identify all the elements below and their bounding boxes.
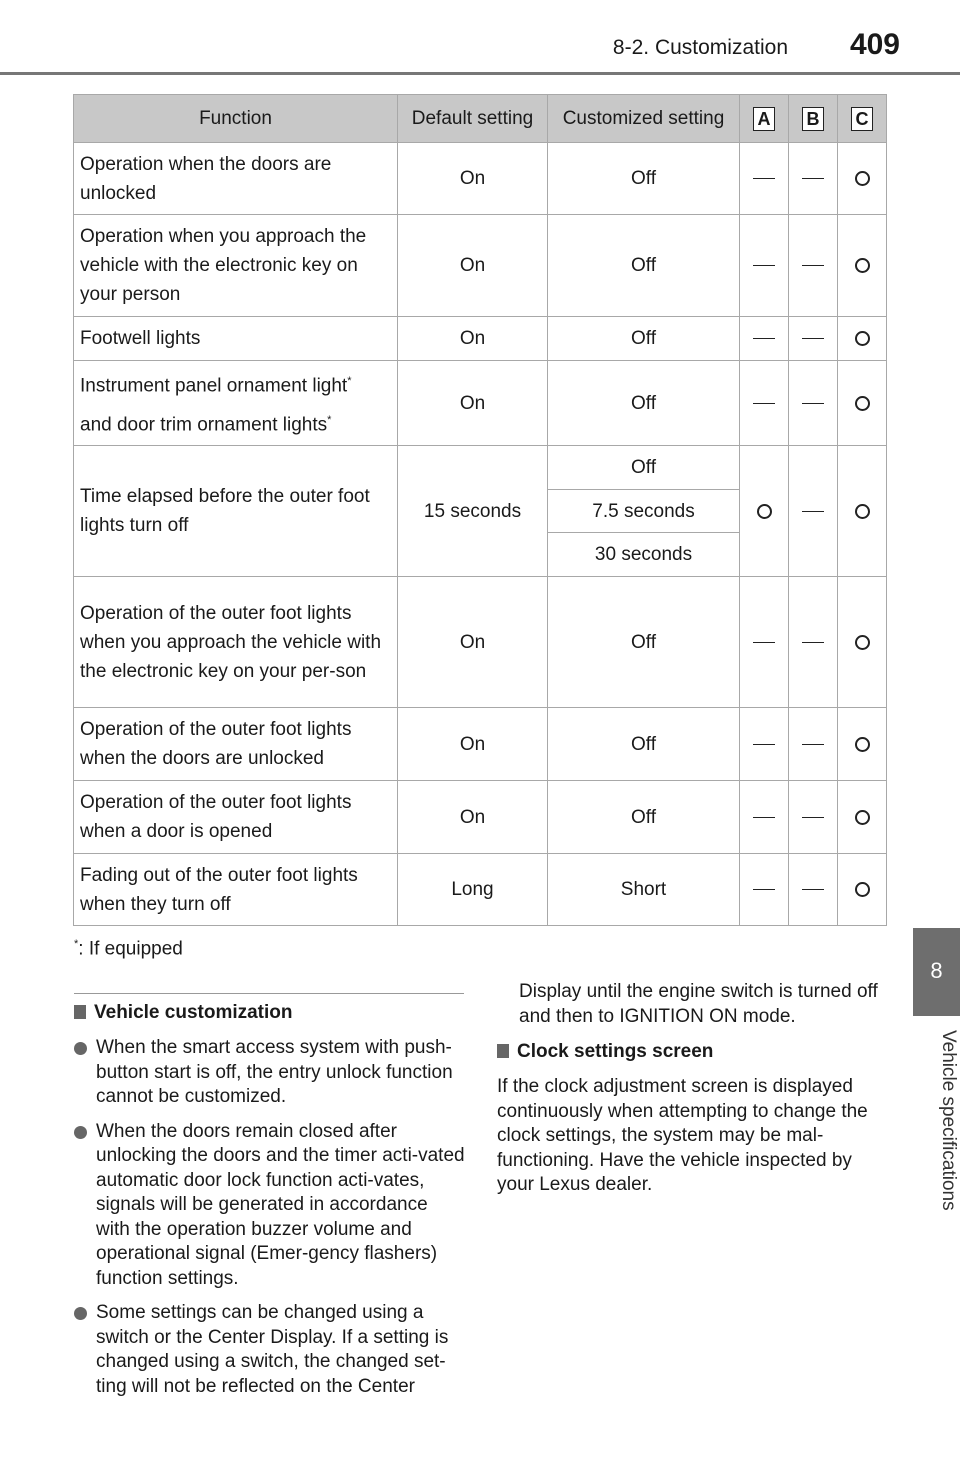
heading-text: Clock settings screen: [517, 1041, 714, 1062]
bullet-dot-icon: [74, 1307, 87, 1320]
a-cell: [740, 215, 789, 317]
c-cell: [838, 577, 887, 708]
a-cell: [740, 781, 789, 854]
circle-icon: [855, 396, 870, 411]
default-cell: Long: [398, 854, 548, 926]
circle-icon: [855, 737, 870, 752]
customized-cell: Off: [548, 577, 740, 708]
footnote-asterisk: *: [74, 938, 79, 950]
header-function: Function: [74, 95, 398, 143]
b-cell: [789, 577, 838, 708]
bullet-text: When the smart access system with push-button start is off, the entry unlock function cannot be customized.: [96, 1037, 453, 1107]
function-cell: Fading out of the outer foot lights when they turn off: [74, 854, 398, 926]
header-rule: [0, 72, 960, 75]
function-line: and door trim ornament lights: [80, 414, 328, 436]
b-cell: [789, 143, 838, 215]
circle-icon: [855, 331, 870, 346]
function-cell: Footwell lights: [74, 317, 398, 361]
a-cell: [740, 361, 789, 446]
dash-icon: [753, 817, 775, 818]
square-bullet-icon: [74, 1005, 86, 1019]
function-cell: Operation when the doors are unlocked: [74, 143, 398, 215]
letter-a-icon: A: [753, 107, 775, 131]
default-cell: On: [398, 577, 548, 708]
default-cell: On: [398, 708, 548, 781]
dash-icon: [753, 403, 775, 404]
header-customized-setting: Customized setting: [548, 95, 740, 143]
dash-icon: [802, 744, 824, 745]
dash-icon: [802, 642, 824, 643]
page-number: 409: [849, 28, 900, 61]
a-cell: [740, 854, 789, 926]
customized-cell: Off: [548, 143, 740, 215]
chapter-number: 8: [930, 958, 943, 983]
footnote: [74, 938, 183, 960]
b-cell: [789, 781, 838, 854]
c-cell: [838, 854, 887, 926]
customized-cell: Off: [548, 781, 740, 854]
table-row: [74, 446, 887, 490]
a-cell: [740, 317, 789, 361]
c-cell: [838, 781, 887, 854]
default-cell: 15 seconds: [398, 446, 548, 577]
a-cell: [740, 708, 789, 781]
bullet-text: Some settings can be changed using a switch or the Center Display. If a setting is changed using a switch, the changed set-ting will not be reflected on the Center: [96, 1302, 449, 1397]
table-row: [74, 361, 887, 446]
dash-icon: [753, 642, 775, 643]
function-cell: [74, 361, 398, 446]
customized-cell: Off: [548, 215, 740, 317]
chapter-label: Vehicle specifications: [938, 1030, 959, 1211]
b-cell: [789, 854, 838, 926]
dash-icon: [802, 511, 824, 512]
dash-icon: [802, 817, 824, 818]
footnote-text: : If equipped: [78, 938, 183, 960]
header-default-setting: Default setting: [398, 95, 548, 143]
b-cell: [789, 708, 838, 781]
note-bullet: [74, 1301, 466, 1399]
table-row: [74, 708, 887, 781]
circle-icon: [855, 171, 870, 186]
section-divider: [74, 993, 464, 994]
b-cell: [789, 215, 838, 317]
bullet-continuation: Display until the engine switch is turned off and then to IGNITION ON mode.: [519, 981, 878, 1027]
dash-icon: [802, 265, 824, 266]
vehicle-customization-heading: [74, 1000, 466, 1026]
section-title: 8-2. Customization: [612, 36, 788, 59]
function-cell: Operation of the outer foot lights when you approach the vehicle with the electronic key on your per-son: [74, 577, 398, 708]
circle-icon: [855, 882, 870, 897]
table-row: [74, 577, 887, 708]
function-line: Instrument panel ornament light: [80, 375, 348, 396]
c-cell: [838, 708, 887, 781]
function-cell: Time elapsed before the outer foot lights turn off: [74, 446, 398, 577]
circle-icon: [855, 810, 870, 825]
b-cell: [789, 446, 838, 577]
table-row: [74, 854, 887, 926]
b-cell: [789, 361, 838, 446]
bullet-dot-icon: [74, 1126, 87, 1139]
chapter-tab: [913, 928, 960, 1016]
header-c: [838, 95, 887, 143]
b-cell: [789, 317, 838, 361]
c-cell: [838, 361, 887, 446]
table-row: [74, 215, 887, 317]
customized-option: 7.5 seconds: [548, 490, 740, 533]
customized-cell: Off: [548, 361, 740, 446]
default-cell: On: [398, 143, 548, 215]
circle-icon: [855, 258, 870, 273]
dash-icon: [802, 178, 824, 179]
header-a: [740, 95, 789, 143]
dash-icon: [753, 265, 775, 266]
header-b: [789, 95, 838, 143]
asterisk: *: [327, 414, 332, 426]
table-header-row: [74, 95, 887, 143]
c-cell: [838, 143, 887, 215]
dash-icon: [753, 178, 775, 179]
table-row: [74, 317, 887, 361]
page-header: [0, 0, 960, 76]
customized-cell: Off: [548, 317, 740, 361]
a-cell: [740, 577, 789, 708]
right-column: [497, 980, 882, 1208]
c-cell: [838, 317, 887, 361]
c-cell: [838, 215, 887, 317]
letter-c-icon: C: [851, 107, 873, 131]
heading-text: Vehicle customization: [94, 1002, 293, 1023]
left-column: [74, 1000, 466, 1409]
clock-settings-heading: [497, 1039, 882, 1065]
function-cell: Operation of the outer foot lights when a door is opened: [74, 781, 398, 854]
table-row: [74, 781, 887, 854]
dash-icon: [802, 889, 824, 890]
circle-icon: [855, 504, 870, 519]
default-cell: On: [398, 215, 548, 317]
a-cell: [740, 143, 789, 215]
customized-cell: Off: [548, 708, 740, 781]
dash-icon: [753, 744, 775, 745]
dash-icon: [753, 338, 775, 339]
table-row: [74, 143, 887, 215]
dash-icon: [802, 338, 824, 339]
default-cell: On: [398, 361, 548, 446]
letter-b-icon: B: [802, 107, 824, 131]
customized-option: 30 seconds: [548, 533, 740, 577]
function-cell: Operation of the outer foot lights when the doors are unlocked: [74, 708, 398, 781]
circle-icon: [757, 504, 772, 519]
customized-option: Off: [548, 446, 740, 490]
dash-icon: [753, 889, 775, 890]
bullet-dot-icon: [74, 1042, 87, 1055]
c-cell: [838, 446, 887, 577]
circle-icon: [855, 635, 870, 650]
dash-icon: [802, 403, 824, 404]
customization-table: [73, 94, 887, 926]
customized-cell: Short: [548, 854, 740, 926]
default-cell: On: [398, 781, 548, 854]
square-bullet-icon: [497, 1044, 509, 1058]
note-bullet: [74, 1036, 466, 1110]
note-bullet: [74, 1120, 466, 1292]
a-cell: [740, 446, 789, 577]
asterisk: *: [347, 374, 352, 387]
bullet-text: When the doors remain closed after unlocking the doors and the timer acti-vated automatic door lock function acti-vates, signals will be generated in accordance with the operation buzzer volume and operational signal (Emer-gency flashers) function settings.: [96, 1120, 465, 1289]
function-cell: Operation when you approach the vehicle with the electronic key on your person: [74, 215, 398, 317]
clock-settings-text: If the clock adjustment screen is displayed continuously when attempting to change the clock settings, the system may be mal-functioning. Have the vehicle inspected by your Lexus dealer.: [497, 1076, 868, 1195]
default-cell: On: [398, 317, 548, 361]
